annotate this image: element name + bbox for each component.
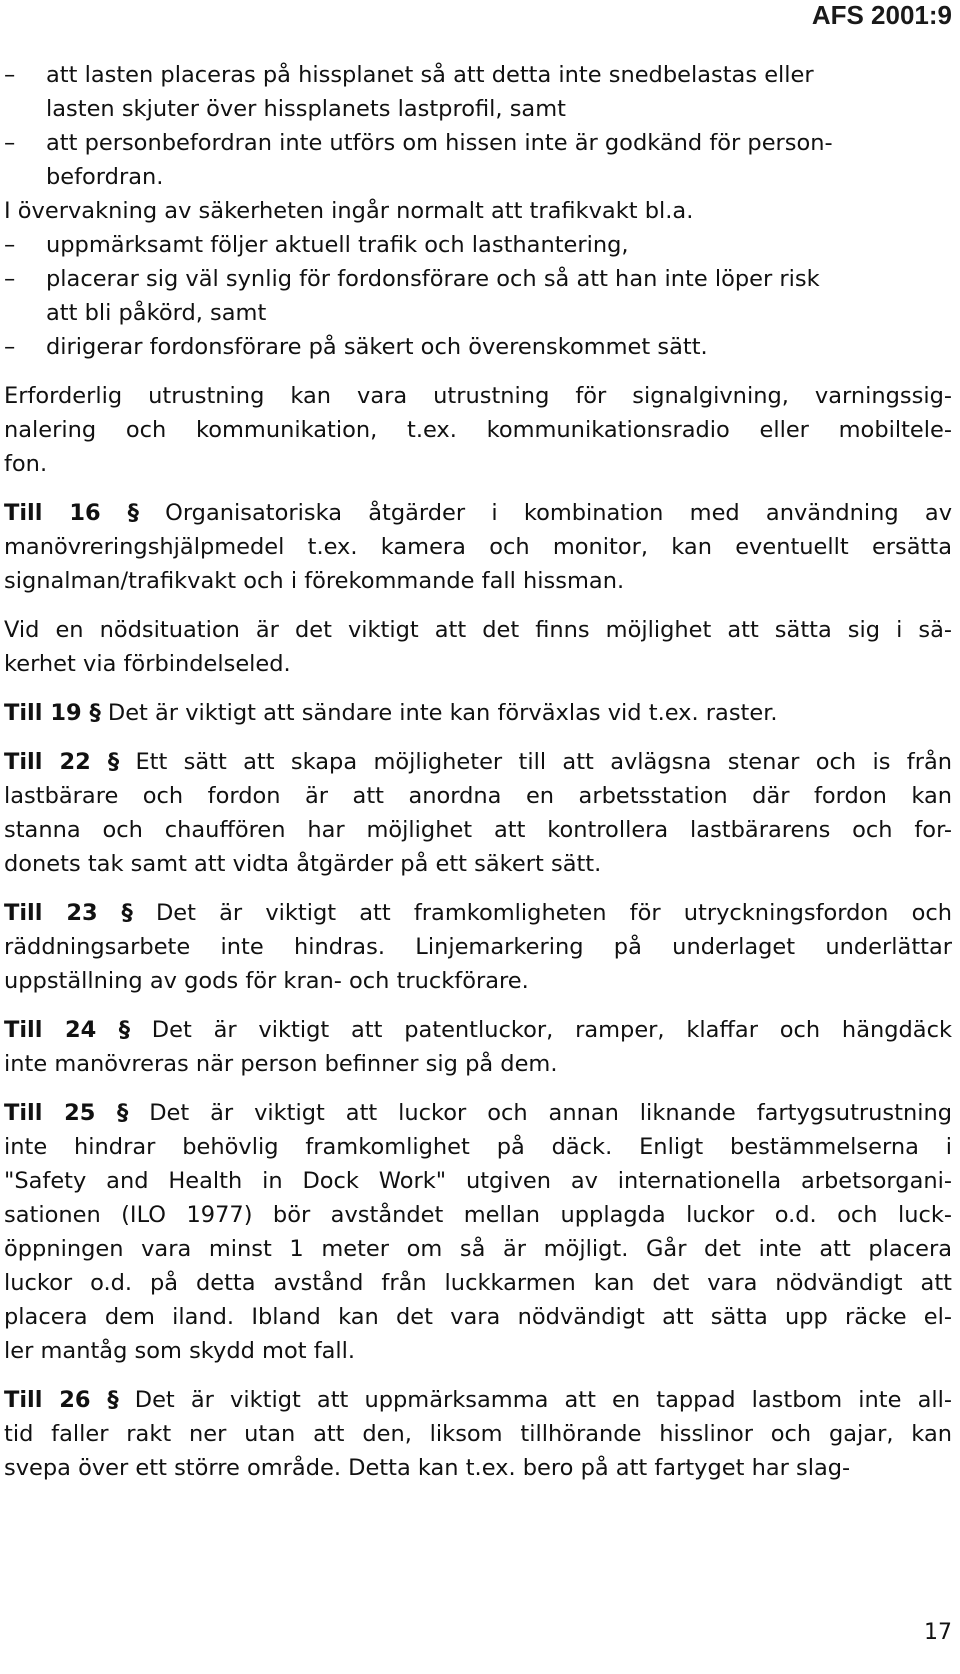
- line-text: nalering och kommunikation, t.ex. kommunikationsradio eller mobiltele-: [4, 417, 952, 443]
- paragraph-spacer: [4, 1081, 952, 1096]
- document-body: [4, 58, 952, 1485]
- line-text: lasten skjuter över hissplanets lastprofil, samt: [46, 96, 566, 122]
- paragraph-spacer: [4, 598, 952, 613]
- line-text: "Safety and Health in Dock Work" utgiven av internationella arbetsorgani-: [4, 1168, 952, 1194]
- line-text: placera dem iland. Ibland kan det vara nödvändigt att sätta upp räcke el-: [4, 1304, 952, 1330]
- section-reference: Till 24 §: [4, 1017, 130, 1043]
- line-text: Det är viktigt att framkomligheten för utryckningsfordon och: [155, 900, 953, 926]
- line-text: att personbefordran inte utförs om hissen inte är godkänd för person-: [46, 130, 833, 156]
- section-reference: Till 19 §: [4, 700, 101, 726]
- line-text: stanna och chauffören har möjlighet att kontrollera lastbärarens och for-: [4, 817, 952, 843]
- line-text: dirigerar fordonsförare på säkert och överenskommet sätt.: [46, 334, 708, 360]
- line-text: Det är viktigt att uppmärksamma att en tappad lastbom inte all-: [134, 1387, 952, 1413]
- text-line: [4, 228, 952, 262]
- text-line: [4, 1013, 952, 1047]
- paragraph-spacer: [4, 1368, 952, 1383]
- text-line: [4, 813, 952, 847]
- section-reference: Till 16 §: [4, 500, 139, 526]
- paragraph-spacer: [4, 881, 952, 896]
- text-line: [4, 1130, 952, 1164]
- text-line: [4, 779, 952, 813]
- line-text: uppställning av gods för kran- och truckförare.: [4, 968, 529, 994]
- line-text: inte hindrar behövlig framkomlighet på däck. Enligt bestämmelserna i: [4, 1134, 952, 1160]
- text-line: [4, 1300, 952, 1334]
- line-text: tid faller rakt ner utan att den, liksom tillhörande hisslinor och gajar, kan: [4, 1421, 952, 1447]
- text-line: [4, 413, 952, 447]
- line-text: befordran.: [46, 164, 164, 190]
- line-text: placerar sig väl synlig för fordonsförare och så att han inte löper risk: [46, 266, 820, 292]
- line-text: luckor o.d. på detta avstånd från luckkarmen kan det vara nödvändigt att: [4, 1270, 952, 1296]
- text-line: [4, 92, 952, 126]
- line-text: Ett sätt att skapa möjligheter till att avlägsna stenar och is från: [135, 749, 953, 775]
- text-line: [4, 847, 952, 881]
- line-text: Det är viktigt att sändare inte kan förväxlas vid t.ex. raster.: [107, 700, 778, 726]
- text-line: [4, 1266, 952, 1300]
- paragraph: [4, 696, 952, 730]
- line-text: Det är viktigt att luckor och annan liknande fartygsutrustning: [149, 1100, 952, 1126]
- line-text: kerhet via förbindelseled.: [4, 651, 291, 677]
- text-line: [4, 1198, 952, 1232]
- text-line: [4, 1383, 952, 1417]
- line-text: Organisatoriska åtgärder i kombination med användning av: [165, 500, 953, 526]
- paragraph: [4, 1383, 952, 1485]
- paragraph: [4, 1013, 952, 1081]
- line-text: I övervakning av säkerheten ingår normalt att trafikvakt bl.a.: [4, 198, 694, 224]
- dash-bullet: –: [4, 130, 16, 156]
- line-text: donets tak samt att vidta åtgärder på ett säkert sätt.: [4, 851, 602, 877]
- text-line: [4, 496, 952, 530]
- text-line: [4, 1164, 952, 1198]
- line-text: uppmärksamt följer aktuell trafik och lasthantering,: [46, 232, 629, 258]
- line-text: att lasten placeras på hissplanet så att detta inte snedbelastas eller: [46, 62, 814, 88]
- line-text: att bli påkörd, samt: [46, 300, 267, 326]
- paragraph: [4, 896, 952, 998]
- text-line: [4, 194, 952, 228]
- line-text: Det är viktigt att patentluckor, ramper, klaffar och hängdäck: [151, 1017, 952, 1043]
- text-line: [4, 160, 952, 194]
- text-line: [4, 1334, 952, 1368]
- text-line: [4, 1096, 952, 1130]
- text-line: [4, 896, 952, 930]
- text-line: [4, 696, 952, 730]
- line-text: manövreringshjälpmedel t.ex. kamera och monitor, kan eventuellt ersätta: [4, 534, 952, 560]
- text-line: [4, 1047, 952, 1081]
- dash-bullet: –: [4, 62, 16, 88]
- line-text: signalman/trafikvakt och i förekommande fall hissman.: [4, 568, 625, 594]
- line-text: ler mantåg som skydd mot fall.: [4, 1338, 356, 1364]
- paragraph-spacer: [4, 481, 952, 496]
- text-line: [4, 126, 952, 160]
- text-line: [4, 1232, 952, 1266]
- line-text: fon.: [4, 451, 48, 477]
- text-line: [4, 296, 952, 330]
- paragraph: [4, 379, 952, 481]
- section-reference: Till 22 §: [4, 749, 120, 775]
- paragraph: [4, 496, 952, 598]
- paragraph: [4, 1096, 952, 1368]
- text-line: [4, 613, 952, 647]
- text-line: [4, 447, 952, 481]
- bullet-list: [4, 58, 952, 364]
- line-text: Vid en nödsituation är det viktigt att det finns möjlighet att sätta sig i sä-: [4, 617, 952, 643]
- text-line: [4, 647, 952, 681]
- paragraph-spacer: [4, 998, 952, 1013]
- line-text: räddningsarbete inte hindras. Linjemarkering på underlaget underlättar: [4, 934, 952, 960]
- line-text: lastbärare och fordon är att anordna en arbetsstation där fordon kan: [4, 783, 952, 809]
- text-line: [4, 530, 952, 564]
- paragraph: [4, 745, 952, 881]
- paragraph-spacer: [4, 364, 952, 379]
- line-text: sationen (ILO 1977) bör avståndet mellan upplagda luckor o.d. och luck-: [4, 1202, 952, 1228]
- page-number: 17: [924, 1620, 952, 1645]
- text-line: [4, 564, 952, 598]
- paragraph-spacer: [4, 681, 952, 696]
- text-line: [4, 262, 952, 296]
- text-line: [4, 1417, 952, 1451]
- paragraph-spacer: [4, 730, 952, 745]
- document-id-header: AFS 2001:9: [811, 0, 952, 30]
- dash-bullet: –: [4, 266, 16, 292]
- line-text: inte manövreras när person befinner sig på dem.: [4, 1051, 558, 1077]
- section-reference: Till 25 §: [4, 1100, 129, 1126]
- text-line: [4, 330, 952, 364]
- section-reference: Till 26 §: [4, 1387, 119, 1413]
- text-line: [4, 1451, 952, 1485]
- text-line: [4, 745, 952, 779]
- text-line: [4, 379, 952, 413]
- line-text: öppningen vara minst 1 meter om så är möjligt. Går det inte att placera: [4, 1236, 952, 1262]
- dash-bullet: –: [4, 232, 16, 258]
- section-reference: Till 23 §: [4, 900, 133, 926]
- text-line: [4, 58, 952, 92]
- line-text: Erforderlig utrustning kan vara utrustning för signalgivning, varningssig-: [4, 383, 952, 409]
- paragraph: [4, 613, 952, 681]
- text-line: [4, 964, 952, 998]
- dash-bullet: –: [4, 334, 16, 360]
- text-line: [4, 930, 952, 964]
- line-text: svepa över ett större område. Detta kan t.ex. bero på att fartyget har slag-: [4, 1455, 851, 1481]
